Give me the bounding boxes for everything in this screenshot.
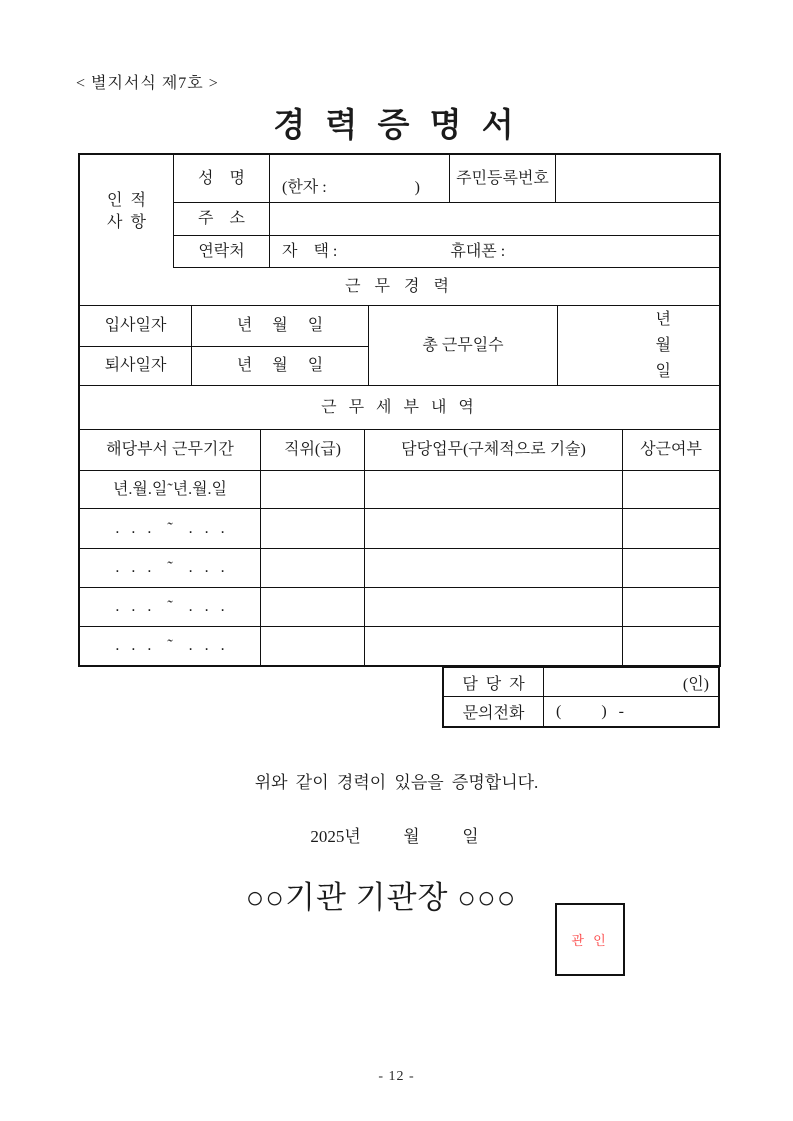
duty-cell — [365, 549, 623, 588]
personal-info-line2: 사 항 — [107, 213, 146, 231]
personal-info-line1: 인 적 — [107, 191, 146, 209]
column-header-period: 해당부서 근무기간 — [80, 430, 261, 471]
position-cell — [261, 471, 365, 509]
inquiry-phone-field: ( ) - — [556, 702, 624, 720]
period-cell: 년.월.일˜년.월.일 — [80, 471, 261, 509]
period-cell: . . . ˜ . . . — [80, 549, 261, 588]
position-cell — [261, 509, 365, 549]
name-label: 성 명 — [174, 155, 270, 203]
form-number-label: < 별지서식 제7호 > — [76, 75, 219, 92]
manager-label: 담 당 자 — [444, 668, 544, 697]
issue-date: 2025년 월 일 — [310, 827, 479, 846]
inquiry-phone-label: 문의전화 — [444, 697, 544, 726]
join-date-field: 년 월 일 — [192, 306, 369, 347]
manager-seal-field: (인) — [544, 668, 718, 697]
fulltime-cell — [623, 471, 719, 509]
contact-value-field — [270, 236, 719, 268]
address-value-field — [270, 203, 719, 236]
certify-statement: 위와 같이 경력이 있음을 증명합니다. — [254, 773, 539, 792]
official-seal-label: 관 인 — [571, 933, 609, 948]
position-cell — [261, 588, 365, 627]
column-header-fulltime: 상근여부 — [623, 430, 719, 471]
certificate-table — [78, 153, 721, 667]
period-cell: . . . ˜ . . . — [80, 588, 261, 627]
total-years-unit: 년 — [655, 310, 671, 328]
leave-date-field: 년 월 일 — [192, 347, 369, 386]
duty-cell — [365, 509, 623, 549]
position-cell — [261, 549, 365, 588]
column-header-position: 직위(급) — [261, 430, 365, 471]
work-detail-title: 근 무 세 부 내 역 — [80, 386, 719, 430]
mobile-phone-label: 휴대폰 : — [450, 242, 506, 260]
period-cell: . . . ˜ . . . — [80, 509, 261, 549]
leave-date-label: 퇴사일자 — [80, 347, 192, 386]
fulltime-cell — [623, 549, 719, 588]
duty-cell — [365, 588, 623, 627]
work-experience-section — [80, 268, 719, 306]
position-cell — [261, 627, 365, 665]
official-seal-box — [555, 903, 625, 976]
personal-info-section — [80, 155, 719, 268]
address-label: 주 소 — [174, 203, 270, 236]
work-detail-section — [80, 386, 719, 430]
join-date-label: 입사일자 — [80, 306, 192, 347]
duty-cell — [365, 627, 623, 665]
page-title: 경 력 증 명 서 — [273, 108, 520, 144]
fulltime-cell — [623, 627, 719, 665]
column-header-duty: 담당업무(구체적으로 기술) — [365, 430, 623, 471]
contact-person-table — [442, 666, 720, 728]
fulltime-cell — [623, 588, 719, 627]
issuer-line: ○○기관 기관장 ○○○ — [245, 880, 517, 915]
total-days-label: 총 근무일수 — [369, 306, 558, 386]
work-experience-title: 근 무 경 력 — [80, 268, 719, 306]
name-hanja-field: (한자 : ) — [270, 155, 450, 203]
period-cell: . . . ˜ . . . — [80, 627, 261, 665]
fulltime-cell — [623, 509, 719, 549]
personal-info-header — [80, 155, 174, 268]
duty-cell — [365, 471, 623, 509]
rrn-label: 주민등록번호 — [450, 155, 556, 203]
rrn-value-field — [556, 155, 719, 203]
work-detail-table — [80, 430, 719, 665]
total-months-unit: 월 — [655, 336, 671, 354]
work-dates-section — [80, 306, 719, 386]
home-phone-label: 자 택 : — [282, 242, 338, 260]
contact-label: 연락처 — [174, 236, 270, 268]
page-number: - 12 - — [378, 1069, 415, 1084]
total-days-unit: 일 — [655, 362, 671, 380]
total-days-field — [558, 306, 719, 386]
